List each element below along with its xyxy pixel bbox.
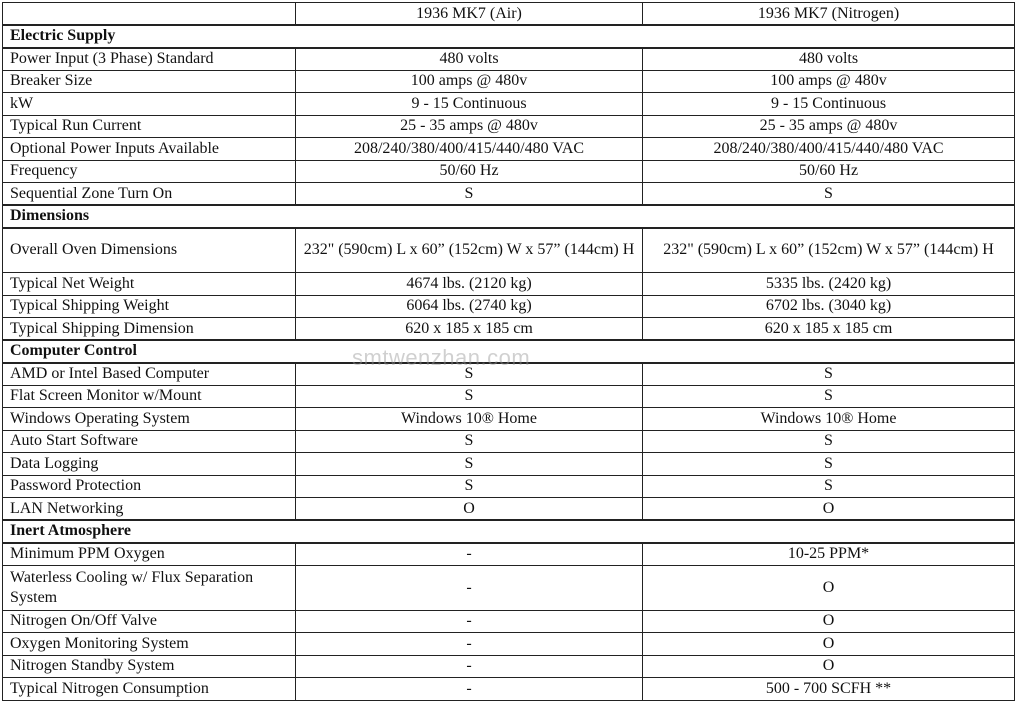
air-value-cell: 4674 lbs. (2120 kg) <box>296 273 643 296</box>
section-title: Dimensions <box>3 205 1015 228</box>
nitrogen-value-cell: O <box>643 565 1015 610</box>
spec-table <box>2 2 1015 701</box>
table-row <box>3 385 1015 408</box>
spec-label-cell: Oxygen Monitoring System <box>3 633 296 656</box>
nitrogen-value-cell: O <box>643 655 1015 678</box>
header-blank-cell <box>3 3 296 26</box>
spec-label-cell: Optional Power Inputs Available <box>3 138 296 161</box>
table-row <box>3 115 1015 138</box>
air-value-cell: 480 volts <box>296 48 643 71</box>
table-row <box>3 363 1015 386</box>
table-row <box>3 565 1015 610</box>
air-value-cell: - <box>296 633 643 656</box>
spec-label-cell: LAN Networking <box>3 498 296 521</box>
nitrogen-value-cell: 100 amps @ 480v <box>643 70 1015 93</box>
spec-label-cell: Frequency <box>3 160 296 183</box>
spec-label-cell: Overall Oven Dimensions <box>3 228 296 273</box>
spec-label-cell: Sequential Zone Turn On <box>3 183 296 206</box>
table-row <box>3 453 1015 476</box>
nitrogen-value-cell: 232" (590cm) L x 60” (152cm) W x 57” (144cm) H <box>643 228 1015 273</box>
air-value-cell: S <box>296 363 643 386</box>
nitrogen-value-cell: S <box>643 183 1015 206</box>
air-value-cell: 50/60 Hz <box>296 160 643 183</box>
nitrogen-value-cell: 50/60 Hz <box>643 160 1015 183</box>
table-row <box>3 430 1015 453</box>
spec-label-cell: Typical Run Current <box>3 115 296 138</box>
nitrogen-value-cell: S <box>643 453 1015 476</box>
spec-label-cell: Typical Shipping Weight <box>3 295 296 318</box>
air-value-cell: S <box>296 385 643 408</box>
section-row <box>3 340 1015 363</box>
nitrogen-value-cell: O <box>643 610 1015 633</box>
nitrogen-value-cell: 5335 lbs. (2420 kg) <box>643 273 1015 296</box>
spec-label-cell: Flat Screen Monitor w/Mount <box>3 385 296 408</box>
table-row <box>3 183 1015 206</box>
nitrogen-value-cell: 6702 lbs. (3040 kg) <box>643 295 1015 318</box>
air-value-cell: 208/240/380/400/415/440/480 VAC <box>296 138 643 161</box>
table-row <box>3 295 1015 318</box>
section-row <box>3 520 1015 543</box>
air-value-cell: - <box>296 655 643 678</box>
nitrogen-value-cell: S <box>643 475 1015 498</box>
table-row <box>3 655 1015 678</box>
nitrogen-value-cell: 620 x 185 x 185 cm <box>643 318 1015 341</box>
spec-label-cell: Waterless Cooling w/ Flux Separation System <box>3 565 296 610</box>
section-title: Computer Control <box>3 340 1015 363</box>
spec-label-cell: Nitrogen Standby System <box>3 655 296 678</box>
table-row <box>3 228 1015 273</box>
spec-label-cell: Typical Net Weight <box>3 273 296 296</box>
nitrogen-value-cell: 10-25 PPM* <box>643 543 1015 566</box>
spec-label-cell: Auto Start Software <box>3 430 296 453</box>
table-row <box>3 160 1015 183</box>
section-title: Electric Supply <box>3 25 1015 48</box>
table-row <box>3 138 1015 161</box>
air-value-cell: S <box>296 430 643 453</box>
section-row <box>3 205 1015 228</box>
spec-label-cell: Breaker Size <box>3 70 296 93</box>
air-value-cell: - <box>296 610 643 633</box>
table-row <box>3 70 1015 93</box>
spec-label-cell: Windows Operating System <box>3 408 296 431</box>
spec-label-cell: Power Input (3 Phase) Standard <box>3 48 296 71</box>
spec-label-cell: Typical Nitrogen Consumption <box>3 678 296 701</box>
air-value-cell: 232" (590cm) L x 60” (152cm) W x 57” (144cm) H <box>296 228 643 273</box>
spec-table-body <box>3 25 1015 700</box>
table-row <box>3 318 1015 341</box>
table-row <box>3 498 1015 521</box>
table-row <box>3 678 1015 701</box>
air-value-cell: O <box>296 498 643 521</box>
air-value-cell: 6064 lbs. (2740 kg) <box>296 295 643 318</box>
watermark: smtwenzhan.com <box>352 345 531 370</box>
air-value-cell: S <box>296 475 643 498</box>
table-row <box>3 475 1015 498</box>
nitrogen-value-cell: 500 - 700 SCFH ** <box>643 678 1015 701</box>
spec-label-cell: Nitrogen On/Off Valve <box>3 610 296 633</box>
spec-label-cell: Typical Shipping Dimension <box>3 318 296 341</box>
header-nitrogen-model: 1936 MK7 (Nitrogen) <box>643 3 1015 26</box>
nitrogen-value-cell: O <box>643 498 1015 521</box>
nitrogen-value-cell: S <box>643 363 1015 386</box>
air-value-cell: S <box>296 453 643 476</box>
air-value-cell: - <box>296 678 643 701</box>
spec-label-cell: kW <box>3 93 296 116</box>
table-row <box>3 633 1015 656</box>
air-value-cell: Windows 10® Home <box>296 408 643 431</box>
spec-label-cell: Minimum PPM Oxygen <box>3 543 296 566</box>
nitrogen-value-cell: 480 volts <box>643 48 1015 71</box>
air-value-cell: S <box>296 183 643 206</box>
nitrogen-value-cell: S <box>643 385 1015 408</box>
air-value-cell: 9 - 15 Continuous <box>296 93 643 116</box>
header-air-model: 1936 MK7 (Air) <box>296 3 643 26</box>
table-row <box>3 408 1015 431</box>
air-value-cell: 620 x 185 x 185 cm <box>296 318 643 341</box>
air-value-cell: - <box>296 543 643 566</box>
table-row <box>3 610 1015 633</box>
nitrogen-value-cell: O <box>643 633 1015 656</box>
spec-label-cell: Password Protection <box>3 475 296 498</box>
table-row <box>3 273 1015 296</box>
air-value-cell: 25 - 35 amps @ 480v <box>296 115 643 138</box>
air-value-cell: - <box>296 565 643 610</box>
nitrogen-value-cell: 9 - 15 Continuous <box>643 93 1015 116</box>
spec-label-cell: Data Logging <box>3 453 296 476</box>
spec-label-cell: AMD or Intel Based Computer <box>3 363 296 386</box>
header-row <box>3 3 1015 26</box>
table-row <box>3 543 1015 566</box>
air-value-cell: 100 amps @ 480v <box>296 70 643 93</box>
nitrogen-value-cell: Windows 10® Home <box>643 408 1015 431</box>
section-title: Inert Atmosphere <box>3 520 1015 543</box>
table-row <box>3 93 1015 116</box>
nitrogen-value-cell: 25 - 35 amps @ 480v <box>643 115 1015 138</box>
section-row <box>3 25 1015 48</box>
nitrogen-value-cell: 208/240/380/400/415/440/480 VAC <box>643 138 1015 161</box>
table-row <box>3 48 1015 71</box>
nitrogen-value-cell: S <box>643 430 1015 453</box>
